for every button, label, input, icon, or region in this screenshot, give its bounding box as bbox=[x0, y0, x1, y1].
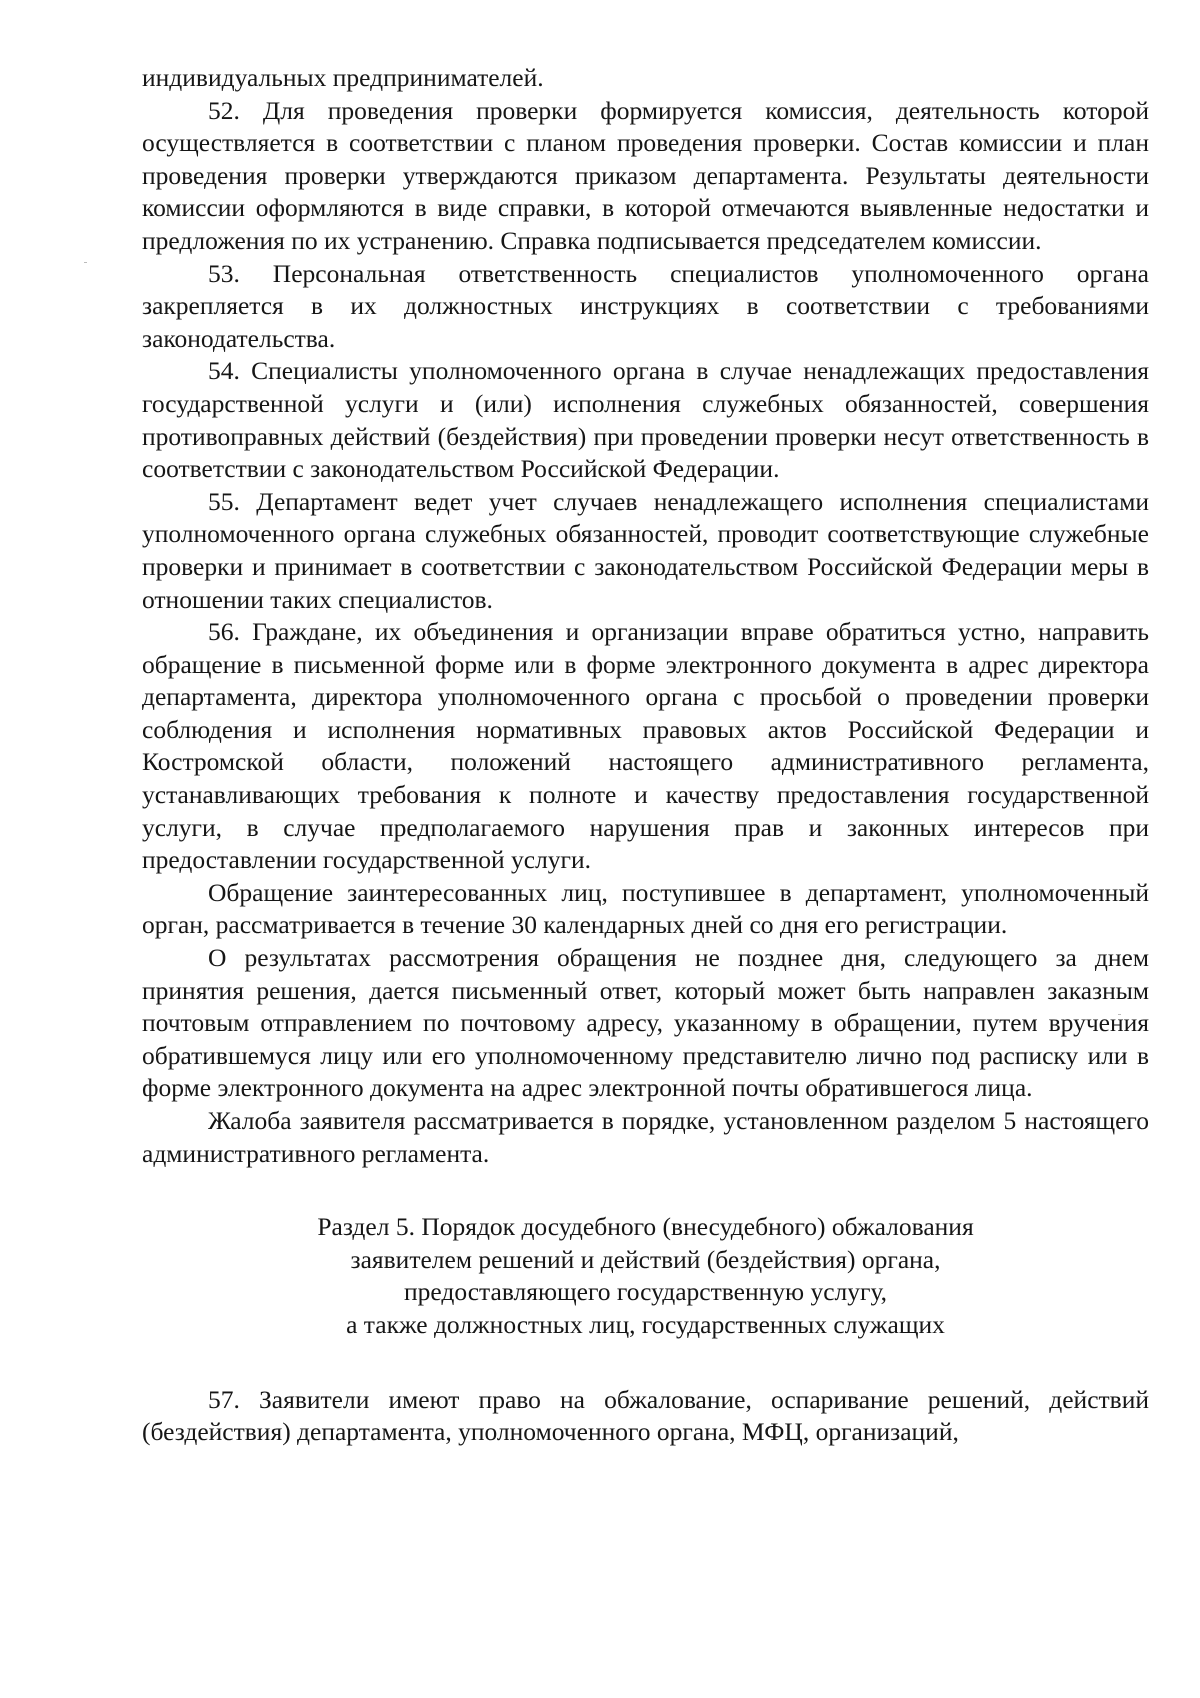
paragraph-appeal-result: О результатах рассмотрения обращения не позднее дня, следующего за днем принятия решения, дается письменный ответ, который может быть направлен заказным почтовым отправлением по почтовому адресу, указанному в обращении, путем вручения обратившемуся лицу или его уполномоченному представителю лично под расписку или в форме электронного документа на адрес электронной почты обратившегося лица. bbox=[142, 943, 1149, 1103]
scan-speck bbox=[84, 262, 87, 263]
paragraph-57: 57. Заявители имеют право на обжалование, оспаривание решений, действий (бездействия) департамента, уполномоченного органа, МФЦ, организаций, bbox=[142, 1384, 1149, 1447]
paragraph-55: 55. Департамент ведет учет случаев ненадлежащего исполнения специалистами уполномоченного органа служебных обязанностей, проводит соответствующие служебные проверки и принимает в соответствии с законодательством Российской Федерации меры в отношении таких специалистов. bbox=[142, 486, 1149, 614]
paragraph-52: 52. Для проведения проверки формируется комиссия, деятельность которой осуществляется в соответствии с планом проведения проверки. Состав комиссии и план проведения проверки утверждаются приказом департамента. Результаты деятельности комиссии оформляются в виде справки, в которой отмечаются выявленные недостатки и предложения по их устранению. Справка подписывается председателем комиссии. bbox=[142, 95, 1149, 255]
paragraph-56: 56. Граждане, их объединения и организации вправе обратиться устно, направить обращение в письменной форме или в форме электронного документа в адрес директора департамента, директора уполномоченного органа с просьбой о проведении проверки соблюдения и исполнения нормативных правовых актов Российской Федерации и Костромской области, положений настоящего административного регламента, устанавливающих требования к полноте и качеству предоставления государственной услуги, в случае предполагаемого нарушения прав и законных интересов при предоставлении государственной услуги. bbox=[142, 617, 1149, 875]
section-5-heading bbox=[142, 1211, 1149, 1341]
lead-line: индивидуальных предпринимателей. bbox=[142, 63, 544, 92]
section-heading-line: а также должностных лиц, государственных служащих bbox=[346, 1309, 945, 1339]
section-heading-line: заявителем решений и действий (бездействия) органа, bbox=[350, 1244, 941, 1274]
section-heading-line: Раздел 5. Порядок досудебного (внесудебного) обжалования bbox=[317, 1212, 974, 1242]
paragraph-53: 53. Персональная ответственность специалистов уполномоченного органа закрепляется в их должностных инструкциях в соответствии с требованиями законодательства. bbox=[142, 258, 1149, 353]
paragraph-complaint: Жалоба заявителя рассматривается в порядке, установленном разделом 5 настоящего административного регламента. bbox=[142, 1106, 1149, 1168]
document-body bbox=[142, 62, 1149, 1449]
section-heading-line: предоставляющего государственную услугу, bbox=[403, 1277, 888, 1307]
paragraph-54: 54. Специалисты уполномоченного органа в случае ненадлежащих предоставления государственной услуги и (или) исполнения служебных обязанностей, совершения противоправных действий (бездействия) при проведении проверки несут ответственность в соответствии с законодательством Российской Федерации. bbox=[142, 356, 1149, 484]
paragraph-appeal-term: Обращение заинтересованных лиц, поступившее в департамент, уполномоченный орган, рассматривается в течение 30 календарных дней со дня его регистрации. bbox=[142, 877, 1149, 940]
